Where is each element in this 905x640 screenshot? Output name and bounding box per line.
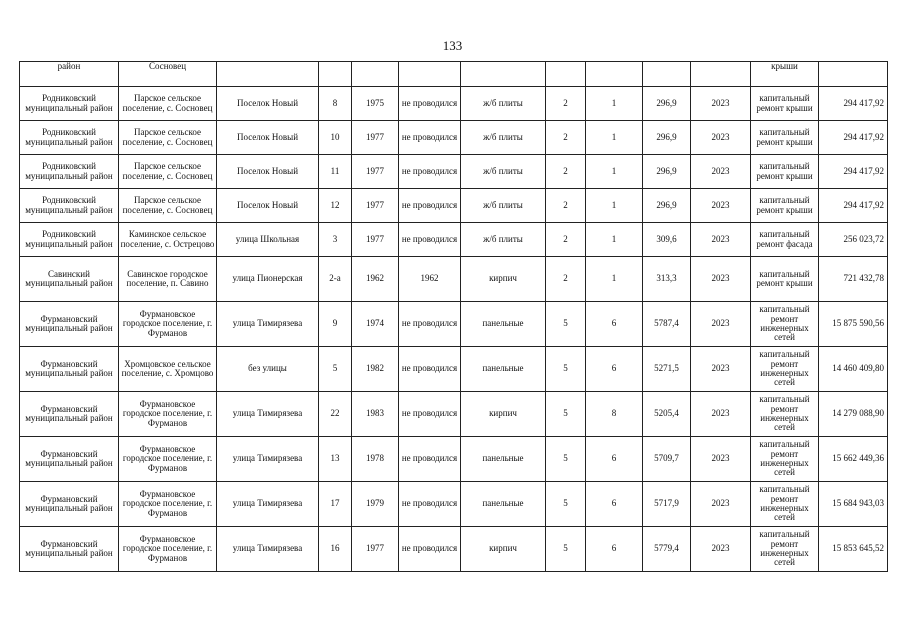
planned-year-cell: 2023 xyxy=(691,482,751,527)
house-number-cell: 11 xyxy=(319,155,352,189)
settlement-cell: Парское сельское поселение, с. Сосновец xyxy=(119,87,217,121)
year-built-cell xyxy=(352,62,399,87)
house-number-cell: 3 xyxy=(319,223,352,257)
district-cell: Родниковский муниципальный район xyxy=(20,189,119,223)
area-cell: 296,9 xyxy=(643,189,691,223)
district-cell: Фурмановский муниципальный район xyxy=(20,302,119,347)
last-repair-cell: не проводился xyxy=(399,527,461,572)
settlement-cell: Фурмановское городское поселение, г. Фурманов xyxy=(119,482,217,527)
year-built-cell: 1983 xyxy=(352,392,399,437)
cost-cell: 256 023,72 xyxy=(819,223,888,257)
district-cell: Родниковский муниципальный район xyxy=(20,87,119,121)
cost-cell xyxy=(819,62,888,87)
settlement-cell: Парское сельское поселение, с. Сосновец xyxy=(119,189,217,223)
planned-year-cell: 2023 xyxy=(691,302,751,347)
entrances-cell: 6 xyxy=(586,347,643,392)
house-number-cell: 22 xyxy=(319,392,352,437)
cost-cell: 294 417,92 xyxy=(819,155,888,189)
last-repair-cell xyxy=(399,62,461,87)
house-number-cell: 17 xyxy=(319,482,352,527)
floors-cell: 2 xyxy=(546,121,586,155)
last-repair-cell: не проводился xyxy=(399,482,461,527)
street-cell: улица Тимирязева xyxy=(217,392,319,437)
street-cell: Поселок Новый xyxy=(217,155,319,189)
housing-repair-table xyxy=(19,61,888,572)
wall-material-cell: кирпич xyxy=(461,257,546,302)
entrances-cell: 6 xyxy=(586,482,643,527)
area-cell: 309,6 xyxy=(643,223,691,257)
district-cell: Фурмановский муниципальный район xyxy=(20,482,119,527)
planned-year-cell: 2023 xyxy=(691,257,751,302)
planned-year-cell: 2023 xyxy=(691,121,751,155)
last-repair-cell: не проводился xyxy=(399,121,461,155)
district-cell: Фурмановский муниципальный район xyxy=(20,437,119,482)
work-type-cell: капитальный ремонт крыши xyxy=(751,121,819,155)
table-row xyxy=(20,155,888,189)
planned-year-cell: 2023 xyxy=(691,347,751,392)
area-cell: 296,9 xyxy=(643,155,691,189)
district-cell: Родниковский муниципальный район xyxy=(20,121,119,155)
table-row xyxy=(20,87,888,121)
year-built-cell: 1977 xyxy=(352,527,399,572)
last-repair-cell: не проводился xyxy=(399,87,461,121)
year-built-cell: 1977 xyxy=(352,121,399,155)
wall-material-cell: ж/б плиты xyxy=(461,121,546,155)
table-row xyxy=(20,223,888,257)
cost-cell: 294 417,92 xyxy=(819,121,888,155)
floors-cell: 5 xyxy=(546,347,586,392)
year-built-cell: 1977 xyxy=(352,189,399,223)
entrances-cell xyxy=(586,62,643,87)
entrances-cell: 6 xyxy=(586,437,643,482)
last-repair-cell: не проводился xyxy=(399,155,461,189)
district-cell: Фурмановский муниципальный район xyxy=(20,347,119,392)
work-type-cell: капитальный ремонт инженерных сетей xyxy=(751,482,819,527)
year-built-cell: 1974 xyxy=(352,302,399,347)
cost-cell: 14 279 088,90 xyxy=(819,392,888,437)
street-cell: улица Тимирязева xyxy=(217,437,319,482)
district-cell: Фурмановский муниципальный район xyxy=(20,392,119,437)
street-cell xyxy=(217,62,319,87)
planned-year-cell: 2023 xyxy=(691,437,751,482)
cost-cell: 15 853 645,52 xyxy=(819,527,888,572)
page-number: 133 xyxy=(442,38,463,53)
wall-material-cell: ж/б плиты xyxy=(461,155,546,189)
entrances-cell: 1 xyxy=(586,121,643,155)
cost-cell: 15 662 449,36 xyxy=(819,437,888,482)
cost-cell: 721 432,78 xyxy=(819,257,888,302)
settlement-cell: Савинское городское поселение, п. Савино xyxy=(119,257,217,302)
entrances-cell: 1 xyxy=(586,155,643,189)
work-type-cell: крыши xyxy=(751,62,819,87)
floors-cell: 2 xyxy=(546,87,586,121)
work-type-cell: капитальный ремонт крыши xyxy=(751,189,819,223)
planned-year-cell xyxy=(691,62,751,87)
district-cell: Фурмановский муниципальный район xyxy=(20,527,119,572)
year-built-cell: 1977 xyxy=(352,155,399,189)
wall-material-cell: панельные xyxy=(461,347,546,392)
wall-material-cell: ж/б плиты xyxy=(461,87,546,121)
street-cell: улица Тимирязева xyxy=(217,527,319,572)
cost-cell: 294 417,92 xyxy=(819,189,888,223)
year-built-cell: 1978 xyxy=(352,437,399,482)
settlement-cell: Парское сельское поселение, с. Сосновец xyxy=(119,155,217,189)
wall-material-cell: кирпич xyxy=(461,527,546,572)
year-built-cell: 1962 xyxy=(352,257,399,302)
area-cell: 5709,7 xyxy=(643,437,691,482)
wall-material-cell: панельные xyxy=(461,482,546,527)
work-type-cell: капитальный ремонт инженерных сетей xyxy=(751,392,819,437)
wall-material-cell: кирпич xyxy=(461,392,546,437)
year-built-cell: 1979 xyxy=(352,482,399,527)
area-cell: 296,9 xyxy=(643,87,691,121)
settlement-cell: Каминское сельское поселение, с. Острецово xyxy=(119,223,217,257)
year-built-cell: 1975 xyxy=(352,87,399,121)
area-cell: 5205,4 xyxy=(643,392,691,437)
district-cell: Родниковский муниципальный район xyxy=(20,155,119,189)
table-row xyxy=(20,257,888,302)
last-repair-cell: не проводился xyxy=(399,437,461,482)
table-row xyxy=(20,437,888,482)
table-row xyxy=(20,527,888,572)
entrances-cell: 1 xyxy=(586,223,643,257)
settlement-cell: Фурмановское городское поселение, г. Фурманов xyxy=(119,527,217,572)
year-built-cell: 1982 xyxy=(352,347,399,392)
house-number-cell: 2-а xyxy=(319,257,352,302)
floors-cell xyxy=(546,62,586,87)
cost-cell: 15 875 590,56 xyxy=(819,302,888,347)
district-cell: Савинский муниципальный район xyxy=(20,257,119,302)
floors-cell: 5 xyxy=(546,437,586,482)
continuation-row xyxy=(20,62,888,87)
planned-year-cell: 2023 xyxy=(691,189,751,223)
house-number-cell: 13 xyxy=(319,437,352,482)
settlement-cell: Фурмановское городское поселение, г. Фурманов xyxy=(119,437,217,482)
floors-cell: 2 xyxy=(546,223,586,257)
wall-material-cell: панельные xyxy=(461,437,546,482)
entrances-cell: 6 xyxy=(586,527,643,572)
area-cell: 313,3 xyxy=(643,257,691,302)
floors-cell: 5 xyxy=(546,527,586,572)
last-repair-cell: 1962 xyxy=(399,257,461,302)
street-cell: Поселок Новый xyxy=(217,87,319,121)
floors-cell: 2 xyxy=(546,189,586,223)
district-cell: район xyxy=(20,62,119,87)
house-number-cell: 10 xyxy=(319,121,352,155)
year-built-cell: 1977 xyxy=(352,223,399,257)
work-type-cell: капитальный ремонт крыши xyxy=(751,257,819,302)
work-type-cell: капитальный ремонт инженерных сетей xyxy=(751,347,819,392)
area-cell: 5779,4 xyxy=(643,527,691,572)
settlement-cell: Парское сельское поселение, с. Сосновец xyxy=(119,121,217,155)
last-repair-cell: не проводился xyxy=(399,223,461,257)
cost-cell: 15 684 943,03 xyxy=(819,482,888,527)
planned-year-cell: 2023 xyxy=(691,223,751,257)
last-repair-cell: не проводился xyxy=(399,302,461,347)
wall-material-cell: панельные xyxy=(461,302,546,347)
district-cell: Родниковский муниципальный район xyxy=(20,223,119,257)
house-number-cell: 8 xyxy=(319,87,352,121)
floors-cell: 5 xyxy=(546,392,586,437)
table-row xyxy=(20,189,888,223)
settlement-cell: Хромцовское сельское поселение, с. Хромцово xyxy=(119,347,217,392)
table-row xyxy=(20,121,888,155)
work-type-cell: капитальный ремонт крыши xyxy=(751,87,819,121)
planned-year-cell: 2023 xyxy=(691,527,751,572)
street-cell: улица Школьная xyxy=(217,223,319,257)
entrances-cell: 1 xyxy=(586,257,643,302)
street-cell: улица Тимирязева xyxy=(217,302,319,347)
house-number-cell: 12 xyxy=(319,189,352,223)
table-row xyxy=(20,347,888,392)
area-cell: 5271,5 xyxy=(643,347,691,392)
work-type-cell: капитальный ремонт инженерных сетей xyxy=(751,437,819,482)
table-row xyxy=(20,392,888,437)
work-type-cell: капитальный ремонт инженерных сетей xyxy=(751,302,819,347)
area-cell xyxy=(643,62,691,87)
settlement-cell: Фурмановское городское поселение, г. Фурманов xyxy=(119,392,217,437)
work-type-cell: капитальный ремонт инженерных сетей xyxy=(751,527,819,572)
entrances-cell: 1 xyxy=(586,189,643,223)
wall-material-cell: ж/б плиты xyxy=(461,189,546,223)
floors-cell: 5 xyxy=(546,482,586,527)
cost-cell: 294 417,92 xyxy=(819,87,888,121)
settlement-cell: Сосновец xyxy=(119,62,217,87)
street-cell: улица Тимирязева xyxy=(217,482,319,527)
wall-material-cell: ж/б плиты xyxy=(461,223,546,257)
area-cell: 5787,4 xyxy=(643,302,691,347)
cost-cell: 14 460 409,80 xyxy=(819,347,888,392)
street-cell: Поселок Новый xyxy=(217,189,319,223)
table-row xyxy=(20,482,888,527)
house-number-cell: 16 xyxy=(319,527,352,572)
entrances-cell: 8 xyxy=(586,392,643,437)
floors-cell: 2 xyxy=(546,257,586,302)
settlement-cell: Фурмановское городское поселение, г. Фурманов xyxy=(119,302,217,347)
house-number-cell xyxy=(319,62,352,87)
entrances-cell: 6 xyxy=(586,302,643,347)
wall-material-cell xyxy=(461,62,546,87)
planned-year-cell: 2023 xyxy=(691,87,751,121)
floors-cell: 2 xyxy=(546,155,586,189)
street-cell: улица Пионерская xyxy=(217,257,319,302)
work-type-cell: капитальный ремонт крыши xyxy=(751,155,819,189)
area-cell: 296,9 xyxy=(643,121,691,155)
last-repair-cell: не проводился xyxy=(399,347,461,392)
last-repair-cell: не проводился xyxy=(399,189,461,223)
planned-year-cell: 2023 xyxy=(691,392,751,437)
house-number-cell: 5 xyxy=(319,347,352,392)
area-cell: 5717,9 xyxy=(643,482,691,527)
table-row xyxy=(20,302,888,347)
street-cell: Поселок Новый xyxy=(217,121,319,155)
entrances-cell: 1 xyxy=(586,87,643,121)
floors-cell: 5 xyxy=(546,302,586,347)
house-number-cell: 9 xyxy=(319,302,352,347)
work-type-cell: капитальный ремонт фасада xyxy=(751,223,819,257)
planned-year-cell: 2023 xyxy=(691,155,751,189)
last-repair-cell: не проводился xyxy=(399,392,461,437)
street-cell: без улицы xyxy=(217,347,319,392)
